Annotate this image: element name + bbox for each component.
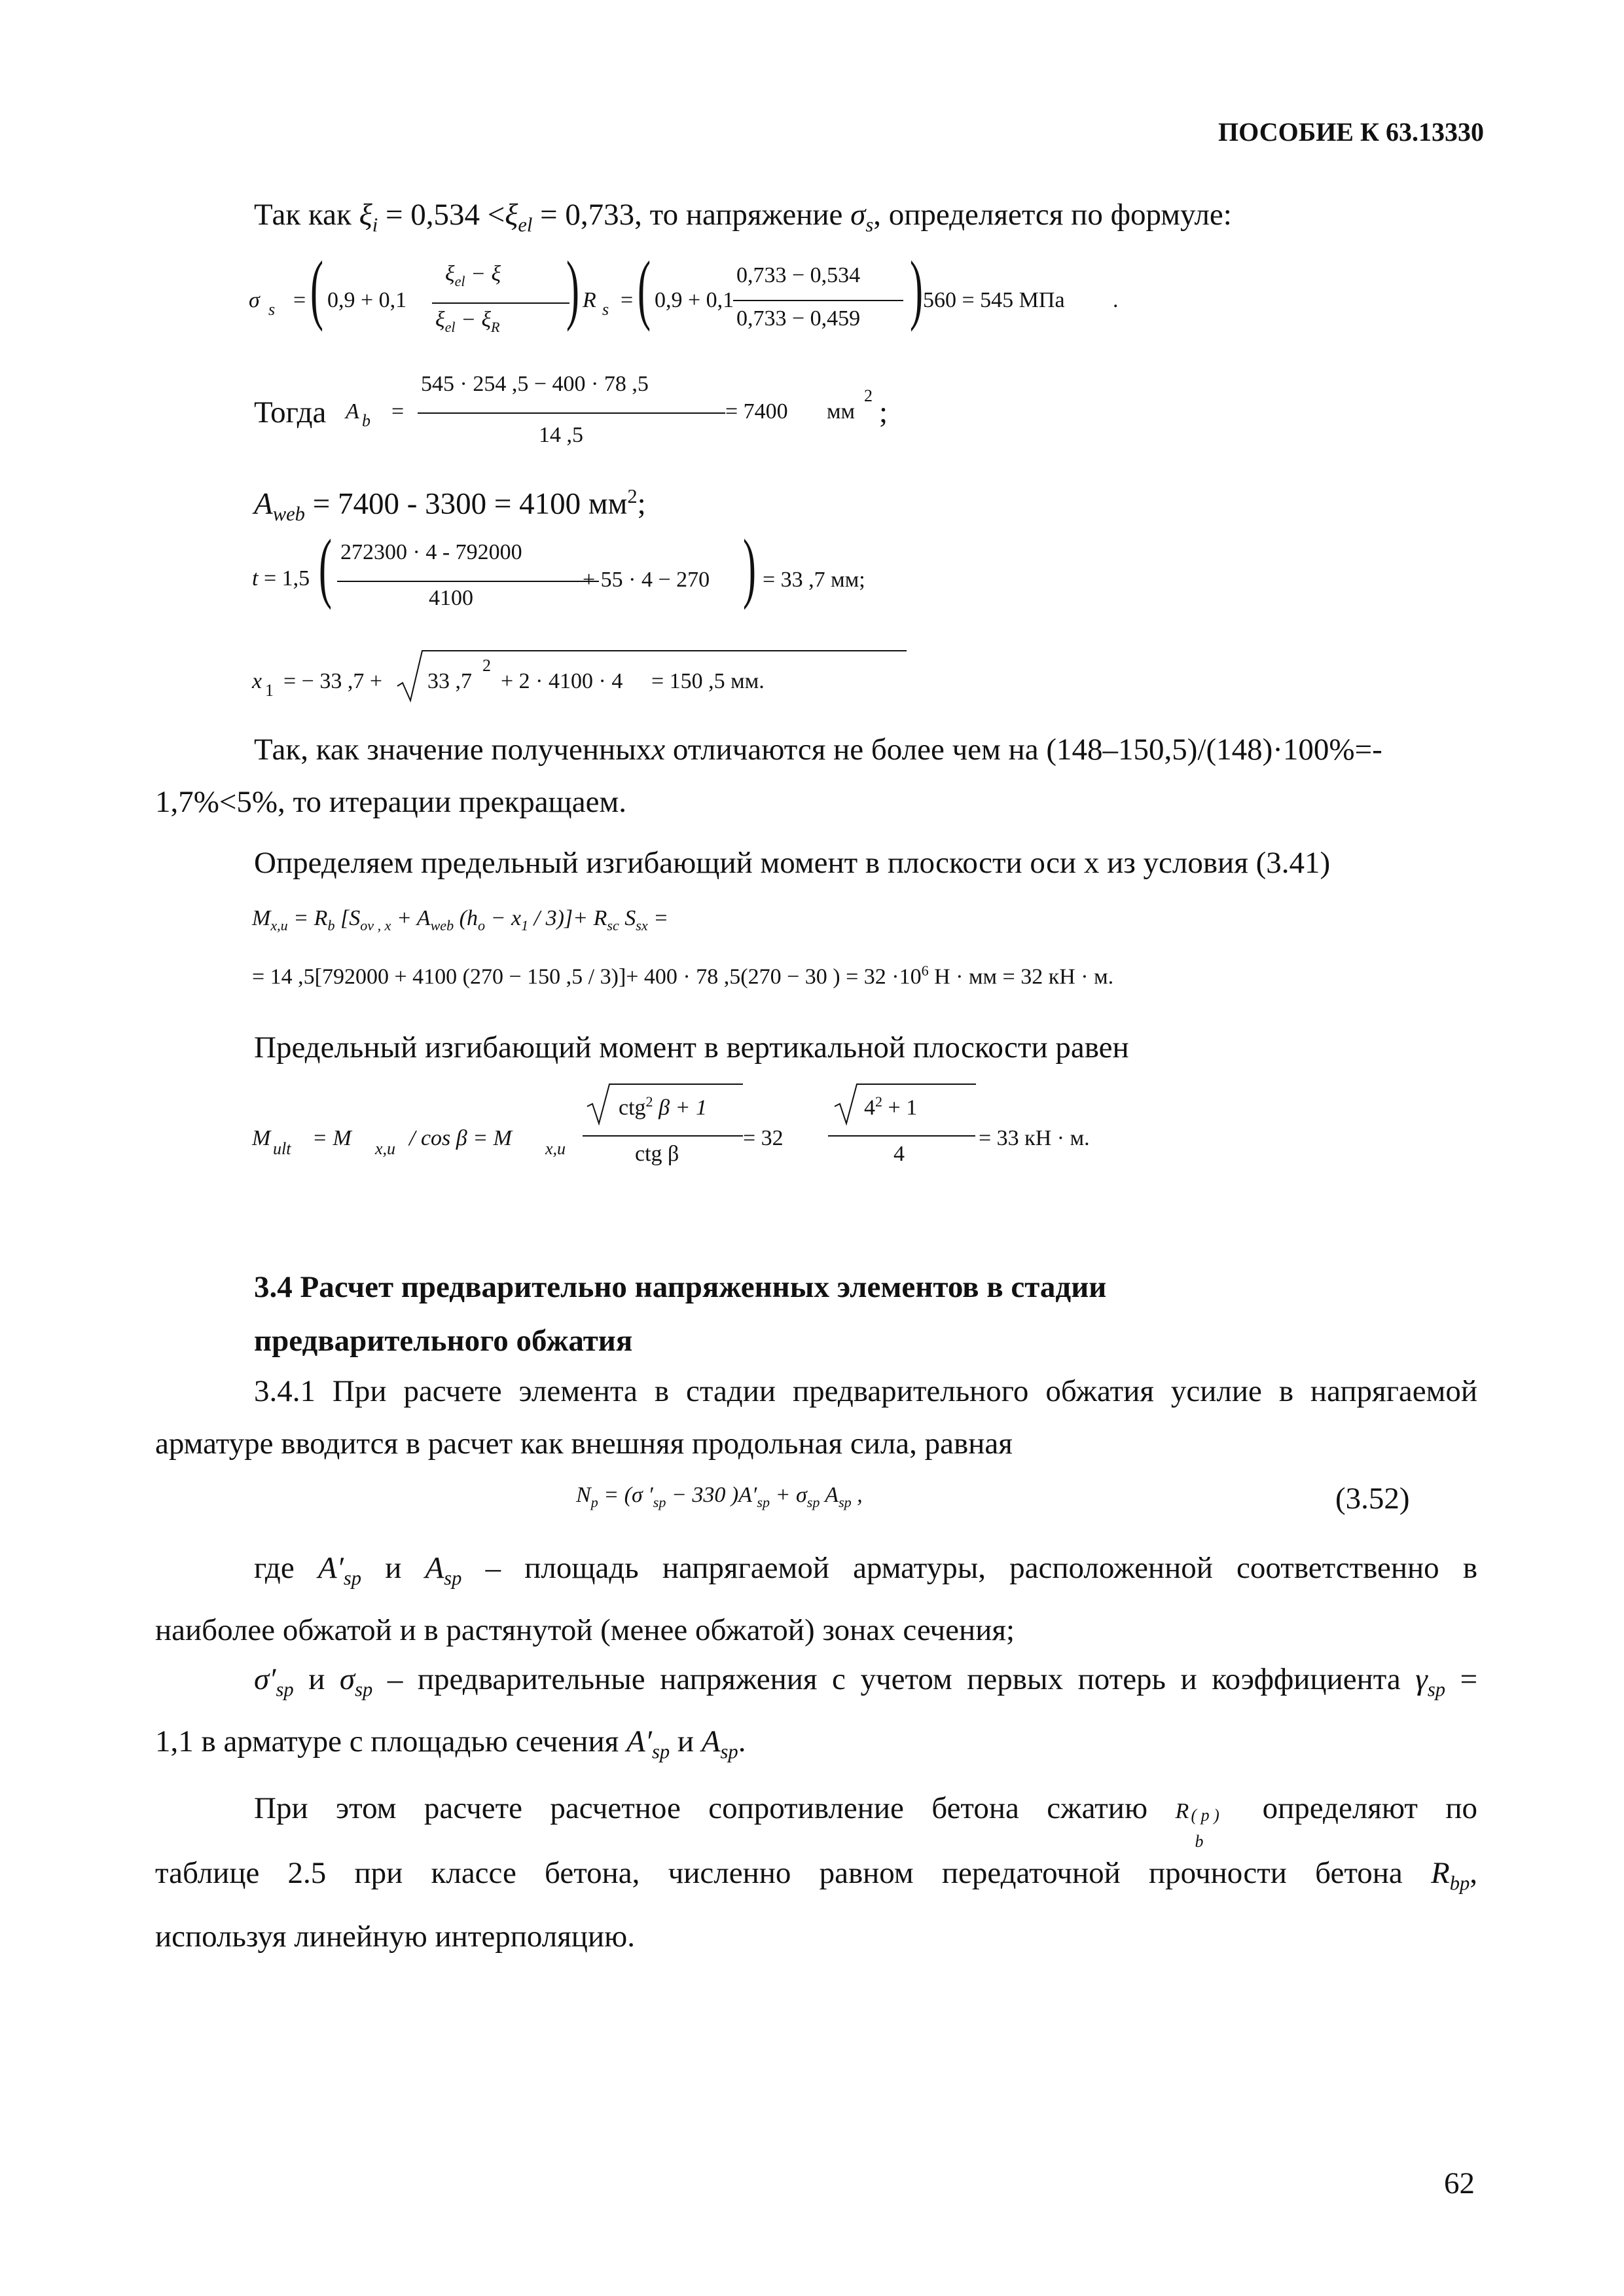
equation-mxu: [252, 897, 1168, 949]
t-symbol: t: [252, 566, 259, 591]
denominator: [635, 1142, 679, 1167]
subscript: x,u: [270, 917, 288, 934]
text: используя линейную интерполяцию.: [155, 1920, 635, 1954]
paragraph-2: [155, 723, 1477, 828]
sigma-symbol: σ: [249, 288, 260, 312]
fraction-bar: [337, 581, 599, 582]
text: = − 33 ,7 +: [283, 669, 383, 693]
superscript: 2: [875, 1093, 883, 1110]
text: ctg β: [635, 1142, 679, 1166]
equation-sigma-s: [249, 245, 1165, 360]
equation-number: (3.52): [1335, 1482, 1410, 1516]
fraction-bar: [733, 300, 903, 301]
minus-xi: − ξ: [461, 308, 492, 332]
result: = 33 ,7 мм;: [763, 568, 865, 592]
text: = (σ ′: [604, 1483, 653, 1507]
line: [155, 1653, 1477, 1715]
equation-x1: [252, 642, 1168, 714]
result: = 150 ,5 мм.: [651, 669, 765, 693]
superscript: 2: [645, 1093, 653, 1110]
numerator: [619, 1093, 707, 1120]
subscript: i: [372, 213, 378, 236]
text: + 1: [888, 1095, 918, 1120]
text: =: [653, 906, 669, 930]
subscript: b: [1195, 1832, 1204, 1851]
text: – площадь напрягаемой арматуры, расположенной соответственно в: [485, 1551, 1478, 1585]
text: и: [385, 1551, 402, 1585]
symbol: σ: [850, 198, 866, 232]
text: = 0,733, то напряжение: [540, 198, 843, 232]
equals: =: [391, 399, 405, 424]
symbol: R: [1175, 1799, 1189, 1823]
text: и: [308, 1662, 325, 1696]
fraction-bar: [418, 412, 725, 414]
addend: + 55 · 4 − 270: [583, 568, 710, 592]
coefficient: = 1,5: [264, 566, 310, 591]
line: [155, 1842, 1477, 1914]
text: = 7400 - 3300 = 4100 мм: [312, 486, 628, 521]
line: [155, 1777, 1477, 1851]
fraction-bar: [828, 1135, 975, 1137]
paragraph-4: Предельный изгибающий момент в вертикальной плоскости равен: [254, 1030, 1129, 1065]
paren-left: (: [310, 245, 323, 332]
xi: ξ: [435, 308, 445, 332]
numerator: [445, 262, 501, 290]
symbol: A′: [317, 1551, 344, 1585]
section-heading: [254, 1260, 1106, 1368]
subscript: web: [430, 917, 454, 934]
subscript: el: [518, 213, 533, 236]
text: – предварительные напряжения с учетом первых потерь и коэффициента: [387, 1662, 1401, 1696]
paren-left: (: [318, 523, 332, 610]
text: арматуре вводится в расчет как внешняя продольная сила, равная: [155, 1427, 1013, 1461]
text: 1,7%<5%, то итерации прекращаем.: [155, 785, 626, 819]
subscript: el: [444, 318, 456, 335]
equation-aweb: [254, 470, 646, 540]
minus-xi: − ξ: [471, 262, 501, 286]
subscript: ov , x: [360, 917, 391, 934]
subscript: s: [865, 213, 874, 236]
text: ,: [857, 1483, 863, 1507]
subscript: web: [272, 503, 305, 526]
coefficient: 0,9 + 0,1: [327, 288, 407, 312]
text: = 0,534 <: [385, 198, 505, 232]
text: = M: [312, 1126, 352, 1150]
subscript: sp: [355, 1678, 373, 1701]
text: A: [825, 1483, 839, 1507]
text: − x: [490, 906, 522, 930]
paragraph-7: [155, 1653, 1477, 1778]
symbol: σ′: [254, 1662, 276, 1696]
x-symbol: x: [252, 669, 262, 693]
subscript: sp: [720, 1740, 738, 1763]
numerator: 545 · 254 ,5 − 400 · 78 ,5: [421, 372, 649, 396]
subscript: sp: [806, 1493, 820, 1510]
paragraph-5: [155, 1365, 1477, 1470]
subscript: sp: [276, 1678, 294, 1701]
text: наиболее обжатой и в растянутой (менее обжатой) зонах сечения;: [155, 1613, 1015, 1648]
symbol: A: [425, 1551, 444, 1585]
subscript: bp: [1449, 1872, 1470, 1895]
m-symbol: M: [252, 1126, 271, 1150]
coefficient: 0,9 + 0,1: [655, 288, 734, 312]
denominator: 0,733 − 0,459: [736, 306, 861, 331]
text: определяют по: [1262, 1791, 1477, 1825]
text: 1,1 в арматуре с площадью сечения: [155, 1724, 619, 1759]
symbol: A′: [626, 1724, 652, 1759]
paragraph-1: [254, 189, 1232, 251]
radicand: 33 ,7: [427, 669, 472, 693]
paren-right: ): [909, 245, 923, 332]
m-symbol: M: [252, 906, 271, 930]
subscript: 1: [265, 681, 274, 700]
denominator: 4100: [429, 586, 473, 610]
n-symbol: N: [576, 1483, 591, 1507]
equation-mxu-value: [252, 962, 1113, 989]
text: Тогда: [254, 395, 327, 429]
subscript: sp: [444, 1567, 462, 1590]
superscript: ( p ): [1191, 1806, 1219, 1825]
denominator: [435, 308, 500, 336]
equation-ab: [254, 373, 1170, 465]
fraction-bar: [583, 1135, 743, 1137]
subscript: o: [477, 917, 486, 934]
subscript: p: [590, 1493, 598, 1510]
equation-np: [576, 1476, 1492, 1522]
punctuation: ;: [879, 395, 888, 429]
subscript: sp: [651, 1740, 670, 1763]
paren-right: ): [566, 245, 579, 332]
result: = 7400: [725, 399, 788, 424]
result: 560 = 545 МПа: [923, 288, 1065, 312]
symbol: A: [701, 1724, 721, 1759]
period: .: [1113, 288, 1119, 312]
text: 4: [864, 1095, 875, 1120]
symbol: γ: [1415, 1662, 1428, 1696]
paragraph-6: [155, 1542, 1477, 1656]
symbol: ξ: [359, 198, 372, 232]
subscript: sp: [343, 1567, 362, 1590]
equals: =: [293, 288, 306, 312]
numerator: [864, 1093, 917, 1120]
superscript: 2: [482, 656, 491, 675]
text: = 14 ,5[792000 + 4100 (270 − 150 ,5 / 3)]+ 400 · 78 ,5(270 − 30 ) = 32 ·10: [252, 964, 922, 989]
paren-left: (: [637, 245, 651, 332]
text: ctg: [619, 1095, 646, 1120]
punctuation: .: [738, 1724, 746, 1759]
formula: [576, 1483, 863, 1511]
line: [155, 1715, 1477, 1777]
radicand: + 2 · 4100 · 4: [501, 669, 623, 693]
subscript: ult: [273, 1139, 291, 1158]
paragraph-3: Определяем предельный изгибающий момент в плоскости оси х из условия (3.41): [254, 846, 1331, 880]
subscript: b: [362, 411, 370, 430]
subscript: sx: [636, 917, 648, 934]
text: / cos β = M: [409, 1126, 512, 1150]
punctuation: ;: [637, 486, 646, 521]
numerator: 272300 · 4 - 792000: [340, 540, 522, 564]
equation-mult: [252, 1080, 1168, 1192]
symbol: σ: [339, 1662, 355, 1696]
text: Так как: [254, 198, 352, 232]
text: 3.4.1 При расчете элемента в стадии предварительного обжатия усилие в напрягаемой: [254, 1374, 1477, 1408]
text: Н · мм = 32 кН · м.: [934, 964, 1114, 989]
subscript: sp: [757, 1493, 770, 1510]
denominator: 14 ,5: [539, 423, 583, 447]
subscript: s: [602, 300, 609, 319]
text: + σ: [775, 1483, 807, 1507]
subscript: x,u: [375, 1139, 396, 1158]
text: отличаются не более чем на (148–150,5)/(148)·100%=-: [665, 733, 1382, 767]
symbol: x: [651, 733, 666, 767]
heading-line: предварительного обжатия: [254, 1324, 633, 1358]
subscript: R: [491, 318, 500, 335]
text: = R: [293, 906, 328, 930]
subscript: b: [327, 917, 335, 934]
superscript: 2: [627, 485, 638, 507]
text: β + 1: [659, 1095, 707, 1120]
equation-t: [252, 523, 1168, 625]
subscript: x,u: [545, 1139, 566, 1158]
rb-symbol: [1175, 1799, 1235, 1851]
text: таблице 2.5 при классе бетона, численно равном передаточной прочности бетона: [155, 1856, 1403, 1890]
text: , определяется по формуле:: [873, 198, 1232, 232]
punctuation: ,: [1470, 1856, 1477, 1890]
equals: =: [621, 288, 634, 312]
text: + A: [396, 906, 431, 930]
text: и: [677, 1724, 695, 1759]
heading-line: 3.4 Расчет предварительно напряженных элементов в стадии: [254, 1270, 1107, 1304]
symbol: R: [1430, 1856, 1450, 1890]
paragraph-8: [155, 1777, 1477, 1959]
text: − 330 )A′: [671, 1483, 757, 1507]
text: Так, как значение полученных: [254, 733, 652, 767]
page-number: 62: [1444, 2166, 1475, 2200]
superscript: 2: [864, 386, 873, 405]
aweb-symbol: A: [254, 486, 273, 521]
text: При этом расчете расчетное сопротивление бетона сжатию: [254, 1791, 1148, 1825]
text: [S: [340, 906, 361, 930]
document-header: ПОСОБИЕ К 63.13330: [1218, 117, 1484, 147]
subscript: sc: [607, 917, 619, 934]
subscript: sp: [653, 1493, 666, 1510]
text: = 32: [743, 1126, 784, 1150]
ab-symbol: A: [346, 399, 359, 424]
formula: [252, 906, 668, 934]
subscript: s: [268, 300, 276, 319]
text: (h: [459, 906, 478, 930]
text: S: [624, 906, 636, 930]
line: [155, 1542, 1477, 1604]
subscript: el: [454, 272, 465, 289]
text: =: [1460, 1662, 1478, 1696]
xi: ξ: [445, 262, 455, 286]
result: = 33 кН · м.: [979, 1126, 1090, 1150]
rs-symbol: R: [583, 288, 596, 312]
subscript: sp: [839, 1493, 852, 1510]
text: / 3)]+ R: [533, 906, 607, 930]
unit: мм: [827, 399, 856, 424]
denominator: 4: [893, 1142, 905, 1166]
subscript: 1: [521, 917, 529, 934]
superscript: 6: [921, 962, 929, 979]
subscript: sp: [1427, 1678, 1445, 1701]
symbol: ξ: [505, 198, 518, 232]
text: где: [254, 1551, 295, 1585]
paren-right: ): [742, 523, 756, 610]
fraction-bar: [432, 302, 569, 304]
numerator: 0,733 − 0,534: [736, 263, 861, 287]
